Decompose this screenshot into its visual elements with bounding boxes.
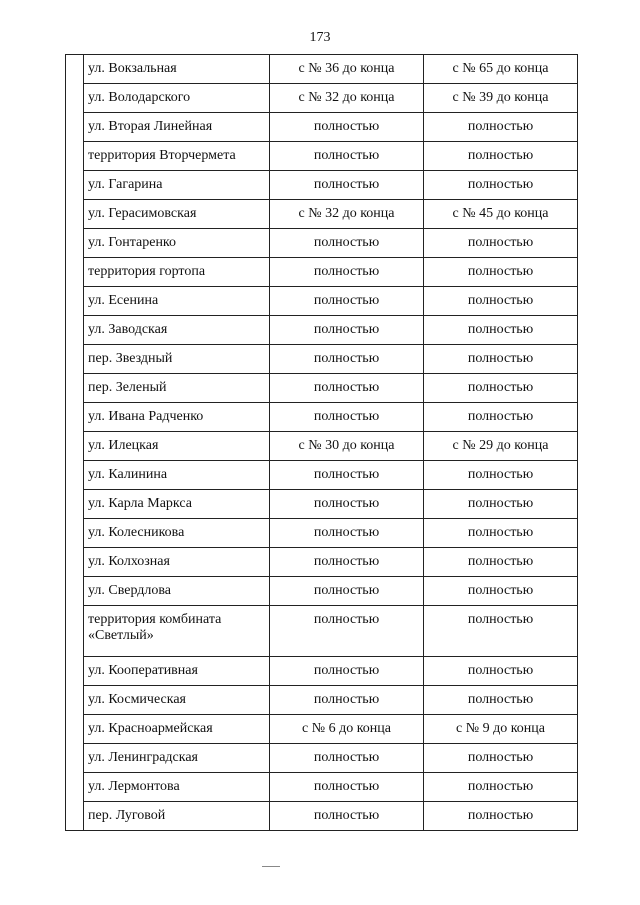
odd-houses-cell: полностью	[424, 258, 578, 287]
even-houses-cell: полностью	[270, 657, 424, 686]
table-row	[66, 403, 578, 432]
row-index-cell	[66, 577, 84, 606]
row-index-cell	[66, 374, 84, 403]
table-row	[66, 432, 578, 461]
row-index-cell	[66, 113, 84, 142]
row-index-cell	[66, 432, 84, 461]
even-houses-cell: полностью	[270, 490, 424, 519]
odd-houses-cell: с № 65 до конца	[424, 55, 578, 84]
table-row	[66, 657, 578, 686]
street-name-cell: ул. Есенина	[84, 287, 270, 316]
even-houses-cell: полностью	[270, 773, 424, 802]
odd-houses-cell: полностью	[424, 657, 578, 686]
row-index-cell	[66, 142, 84, 171]
row-index-cell	[66, 229, 84, 258]
street-name-cell: ул. Гагарина	[84, 171, 270, 200]
street-name-cell: территория гортопа	[84, 258, 270, 287]
table-row	[66, 55, 578, 84]
street-name-cell: ул. Космическая	[84, 686, 270, 715]
odd-houses-cell: полностью	[424, 519, 578, 548]
row-index-cell	[66, 461, 84, 490]
street-name-cell: ул. Ленинградская	[84, 744, 270, 773]
even-houses-cell: с № 6 до конца	[270, 715, 424, 744]
row-index-cell	[66, 287, 84, 316]
row-index-cell	[66, 715, 84, 744]
row-index-cell	[66, 345, 84, 374]
row-index-cell	[66, 55, 84, 84]
street-name-cell: ул. Ивана Радченко	[84, 403, 270, 432]
even-houses-cell: полностью	[270, 142, 424, 171]
table-row	[66, 316, 578, 345]
even-houses-cell: полностью	[270, 577, 424, 606]
table-row	[66, 142, 578, 171]
odd-houses-cell: полностью	[424, 142, 578, 171]
row-index-cell	[66, 686, 84, 715]
even-houses-cell: полностью	[270, 519, 424, 548]
even-houses-cell: полностью	[270, 287, 424, 316]
table-row	[66, 345, 578, 374]
table-row	[66, 548, 578, 577]
even-houses-cell: с № 30 до конца	[270, 432, 424, 461]
row-index-cell	[66, 403, 84, 432]
table-row	[66, 113, 578, 142]
street-name-cell: ул. Колхозная	[84, 548, 270, 577]
street-name-cell: ул. Лермонтова	[84, 773, 270, 802]
odd-houses-cell: полностью	[424, 802, 578, 831]
even-houses-cell: полностью	[270, 113, 424, 142]
even-houses-cell: с № 32 до конца	[270, 84, 424, 113]
street-name-cell: ул. Карла Маркса	[84, 490, 270, 519]
table-row	[66, 490, 578, 519]
even-houses-cell: полностью	[270, 686, 424, 715]
even-houses-cell: полностью	[270, 171, 424, 200]
street-name-cell: ул. Красноармейская	[84, 715, 270, 744]
street-name-cell: пер. Звездный	[84, 345, 270, 374]
odd-houses-cell: полностью	[424, 606, 578, 657]
table-row	[66, 461, 578, 490]
odd-houses-cell: полностью	[424, 287, 578, 316]
table-row	[66, 200, 578, 229]
street-name-cell: ул. Вторая Линейная	[84, 113, 270, 142]
table-row	[66, 577, 578, 606]
row-index-cell	[66, 744, 84, 773]
row-index-cell	[66, 200, 84, 229]
page-number: 173	[309, 30, 331, 45]
even-houses-cell: полностью	[270, 461, 424, 490]
odd-houses-cell: полностью	[424, 490, 578, 519]
odd-houses-cell: полностью	[424, 686, 578, 715]
odd-houses-cell: полностью	[424, 171, 578, 200]
row-index-cell	[66, 548, 84, 577]
even-houses-cell: полностью	[270, 548, 424, 577]
odd-houses-cell: полностью	[424, 345, 578, 374]
table-row	[66, 374, 578, 403]
odd-houses-cell: с № 9 до конца	[424, 715, 578, 744]
even-houses-cell: полностью	[270, 403, 424, 432]
odd-houses-cell: полностью	[424, 316, 578, 345]
street-name-cell: ул. Колесникова	[84, 519, 270, 548]
street-name-cell: ул. Кооперативная	[84, 657, 270, 686]
row-index-cell	[66, 84, 84, 113]
odd-houses-cell: полностью	[424, 577, 578, 606]
street-name-cell: ул. Заводская	[84, 316, 270, 345]
streets-table-body	[66, 55, 578, 831]
table-row	[66, 287, 578, 316]
table-row	[66, 519, 578, 548]
streets-table	[65, 54, 578, 831]
table-row	[66, 744, 578, 773]
row-index-cell	[66, 519, 84, 548]
odd-houses-cell: с № 29 до конца	[424, 432, 578, 461]
odd-houses-cell: с № 45 до конца	[424, 200, 578, 229]
street-name-cell: ул. Илецкая	[84, 432, 270, 461]
street-name-cell: ул. Гонтаренко	[84, 229, 270, 258]
odd-houses-cell: с № 39 до конца	[424, 84, 578, 113]
row-index-cell	[66, 657, 84, 686]
street-name-cell: пер. Зеленый	[84, 374, 270, 403]
street-name-cell: территория Вторчермета	[84, 142, 270, 171]
table-row	[66, 715, 578, 744]
table-row	[66, 802, 578, 831]
street-name-cell: ул. Калинина	[84, 461, 270, 490]
odd-houses-cell: полностью	[424, 744, 578, 773]
even-houses-cell: полностью	[270, 229, 424, 258]
row-index-cell	[66, 490, 84, 519]
table-row	[66, 686, 578, 715]
row-index-cell	[66, 316, 84, 345]
odd-houses-cell: полностью	[424, 229, 578, 258]
table-row	[66, 171, 578, 200]
even-houses-cell: полностью	[270, 802, 424, 831]
odd-houses-cell: полностью	[424, 374, 578, 403]
street-name-cell: ул. Вокзальная	[84, 55, 270, 84]
odd-houses-cell: полностью	[424, 113, 578, 142]
row-index-cell	[66, 773, 84, 802]
street-name-cell: ул. Герасимовская	[84, 200, 270, 229]
even-houses-cell: полностью	[270, 258, 424, 287]
even-houses-cell: полностью	[270, 345, 424, 374]
row-index-cell	[66, 258, 84, 287]
table-row	[66, 606, 578, 657]
even-houses-cell: полностью	[270, 374, 424, 403]
row-index-cell	[66, 171, 84, 200]
odd-houses-cell: полностью	[424, 461, 578, 490]
table-row	[66, 773, 578, 802]
street-name-cell: пер. Луговой	[84, 802, 270, 831]
odd-houses-cell: полностью	[424, 548, 578, 577]
table-row	[66, 258, 578, 287]
even-houses-cell: полностью	[270, 744, 424, 773]
table-row	[66, 84, 578, 113]
table-row	[66, 229, 578, 258]
even-houses-cell: полностью	[270, 606, 424, 657]
street-name-cell: ул. Свердлова	[84, 577, 270, 606]
odd-houses-cell: полностью	[424, 403, 578, 432]
street-name-cell: территория комбината «Светлый»	[84, 606, 270, 657]
even-houses-cell: полностью	[270, 316, 424, 345]
even-houses-cell: с № 32 до конца	[270, 200, 424, 229]
street-name-cell: ул. Володарского	[84, 84, 270, 113]
footer-mark	[262, 866, 280, 867]
odd-houses-cell: полностью	[424, 773, 578, 802]
even-houses-cell: с № 36 до конца	[270, 55, 424, 84]
row-index-cell	[66, 802, 84, 831]
row-index-cell	[66, 606, 84, 657]
